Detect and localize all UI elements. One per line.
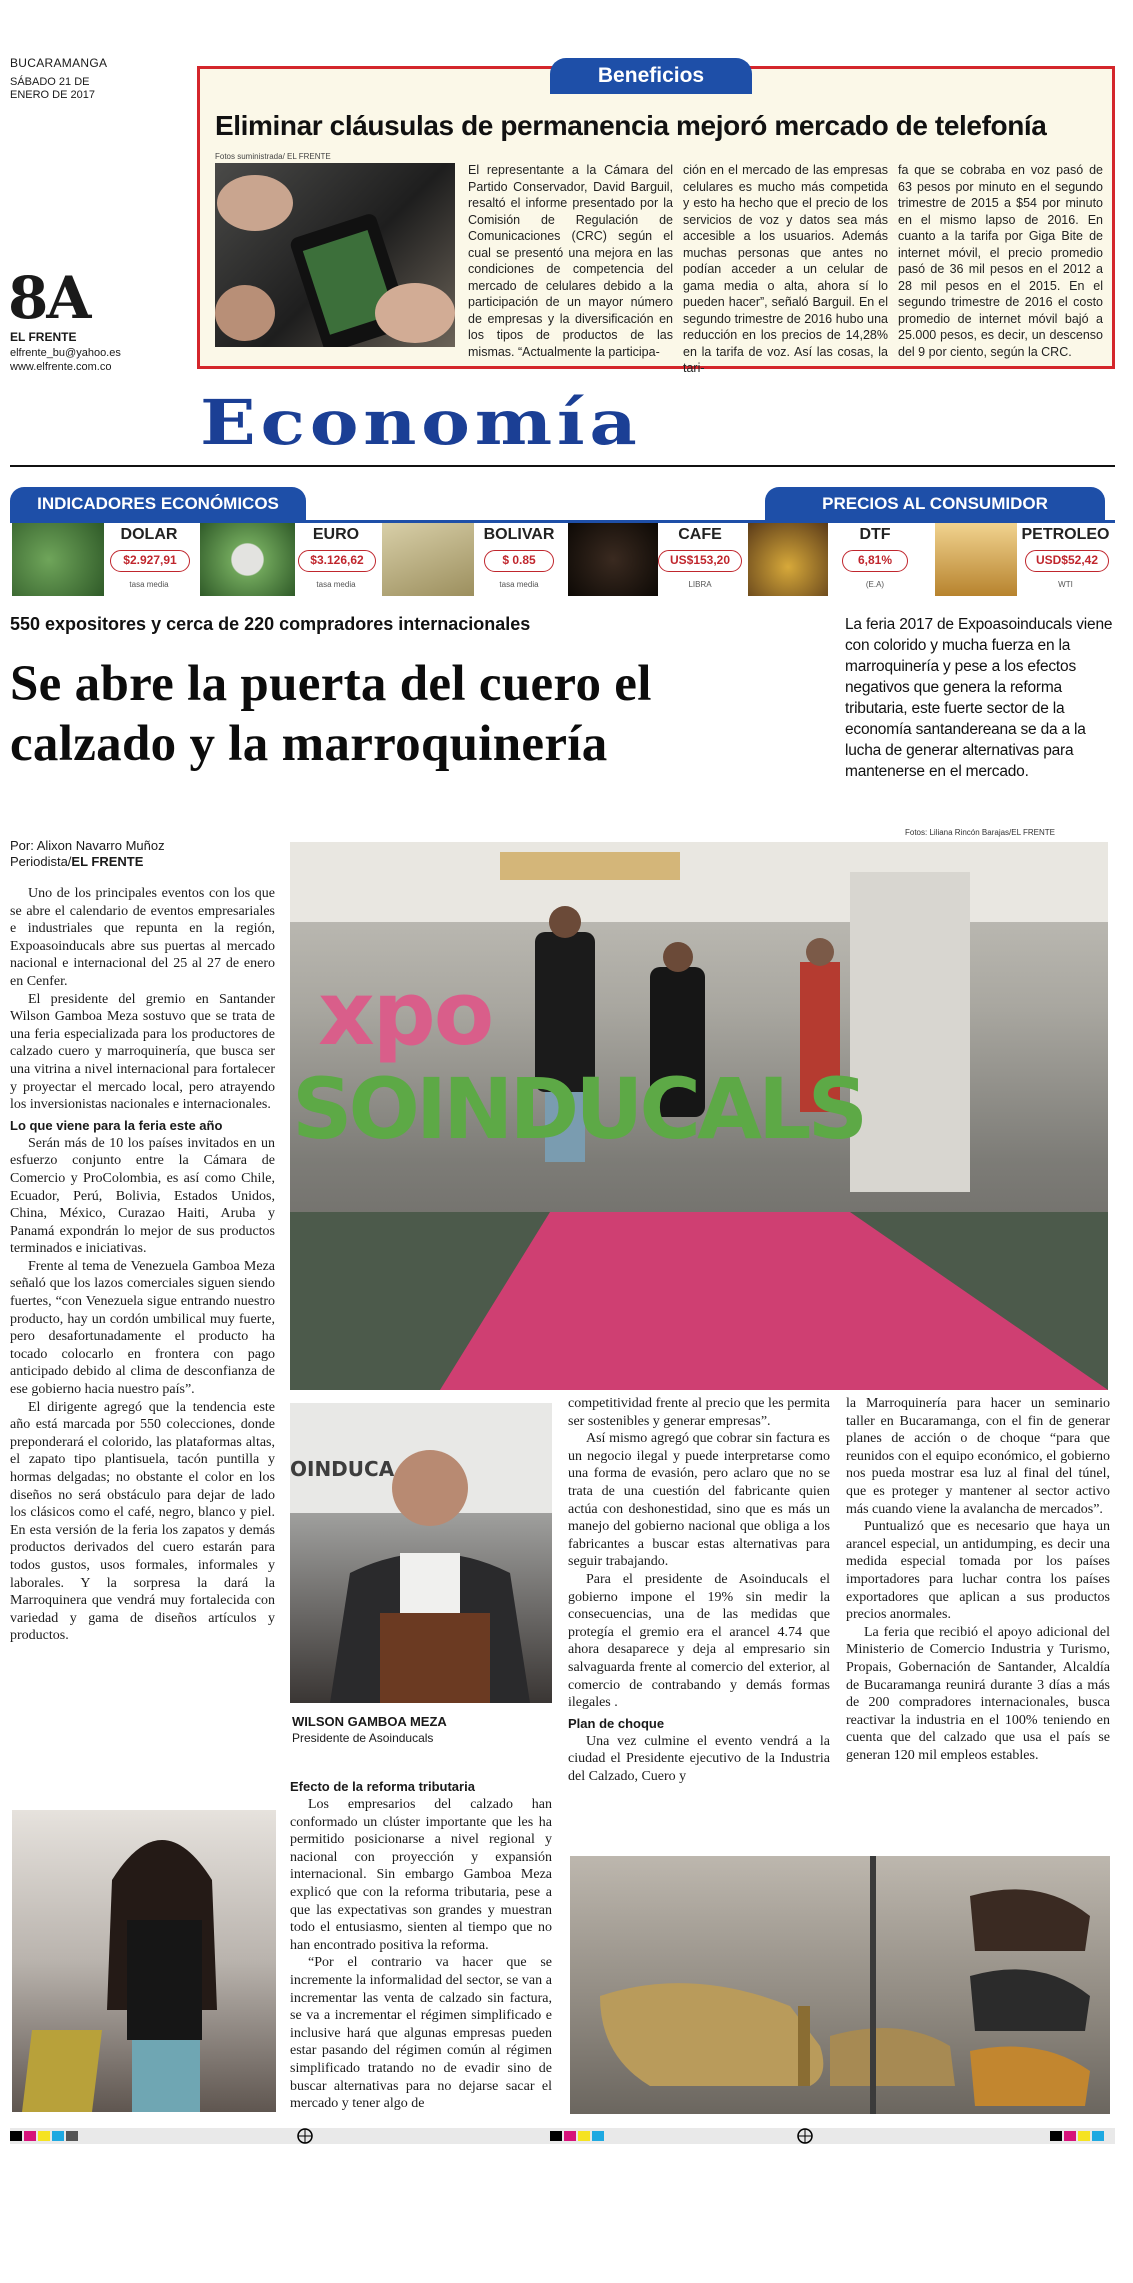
paragraph: Frente al tema de Venezuela Gamboa Meza señaló que los lazos comerciales siguen siendo fuertes, “con Venezuela sigue entrando nuestro producto, hay un cordón umbilical muy fuerte, pero desafortunadamente el producto ha tocado colocarlo en frontera con pago anticipado debido al clima de desconfianza de ese gobierno hacia nuestro país”.: [10, 1258, 275, 1398]
indicator-value-dtf: 6,81%: [842, 550, 908, 572]
coffee-beans-image: [568, 523, 658, 596]
asoinducals-sign-text: SOINDUCALS: [292, 1060, 865, 1158]
article-headline: Se abre la puerta del cuero el calzado y la marroquinería: [10, 656, 652, 772]
subhead-feria: Lo que viene para la feria este año: [10, 1117, 223, 1133]
indicator-label-dolar: DOLAR: [120, 526, 178, 543]
indicator-label-dtf: DTF: [859, 526, 891, 543]
oil-pump-image: [935, 523, 1017, 596]
indicator-value-euro: $3.126,62: [298, 550, 376, 572]
shoes-scene: [570, 1856, 1110, 2114]
article-column-4: [846, 1395, 1110, 1764]
benefits-column-3: fa que se cobraba en voz pasó de 63 pesos por minuto en el segundo trimestre de 2015 a $54 por minuto en el mismo lapso de 2016. En cuanto a la tarifa por Giga Bite de internet móvil, el precio promedio pasó de 36 mil pesos en el 2012 a 28 mil pesos en el 2015. En el segundo trimestre de 2016 el costo promedio de internet móvil bajó a 25.000 pesos, es decir, un descenso del 9 por ciento, según la CRC.: [898, 163, 1103, 359]
paragraph: Serán más de 10 los países invitados en un esfuerzo conjunto entre la Cámara de Comercio y ProColombia, es así como Chile, Ecuador, Perú, Bolivia, Estados Unidos, China, México, Curazao Haiti, Aruba y Panamá expondrán lo mejor de sus productos terminados e iniciativas.: [10, 1135, 275, 1257]
indicator-value-bolivar: $ 0.85: [484, 550, 554, 572]
expo-sign-text: xpo: [318, 962, 493, 1065]
speaker-scene: [290, 1403, 552, 1703]
euro-coin-image: [200, 523, 295, 596]
article-column-1: [10, 885, 275, 1645]
consumer-prices-header: PRECIOS AL CONSUMIDOR: [765, 487, 1105, 521]
byline-author: Por: Alixon Navarro Muñoz: [10, 838, 165, 853]
paragraph: Para el presidente de Asoinducals el gobierno impone el 19% sin medir la consecuencias, una de las medidas que protegía el gremio era el arancel 4.74 que ahora desaparece y deja al empresario sin salvaguarda frente al comercio del exterior, al comercio de contrabando y demás formas ilegales .: [568, 1571, 830, 1711]
paragraph: competitividad frente al precio que les permita ser sostenibles y generar empresas”.: [568, 1396, 830, 1429]
paragraph: El dirigente agregó que la tendencia este año está marcada por 550 colecciones, donde preponderará el colorido, las plataformas altas, el zapato tipo plantisuela, tacón puntilla y hormas delgadas; no obstante el color en los diseños no será obstáculo para dejar de lado los clásicos como el café, negro, blanco y piel. En esta versión de la feria los zapatos y demás productos derivados del cuero estarán para todos gustos, usos formales, informales y laborales. Y la sorpresa la dará la Marroquinera que vendrá muy fortalecida con variedad y gama de diseños artículos y productos.: [10, 1399, 275, 1644]
gold-coins-image: [748, 523, 828, 596]
paper-name: EL FRENTE: [10, 330, 77, 344]
byline: [10, 838, 165, 870]
indicator-label-cafe: CAFE: [678, 526, 722, 543]
indicator-value-cafe: US$153,20: [658, 550, 742, 572]
paragraph: El presidente del gremio en Santander Wilson Gamboa Meza sostuvo que se trata de una feria especializada para los productores de calzado cuero y marroquinería, que busca ser una vitrina a nivel internacional para fortalecer y proyectar el mercado local, pero atrayendo los inversionistas nacionales e internacionales.: [10, 991, 275, 1113]
paragraph: la Marroquinería para hacer un seminario taller en Bucaramanga, con el fin de generar planes de acción o de choque “para que reunidos con el equipo económico, el gobierno nos pueda mostrar esa luz al final del túnel, que es proteger y mantener al sector activo más cuando viene la avalancha de mercados”.: [846, 1396, 1110, 1517]
city-label: BUCARAMANGA: [10, 56, 108, 70]
indicator-caption-euro: tasa media: [316, 580, 356, 589]
caption-role: Presidente de Asoinducals: [292, 1731, 434, 1745]
indicator-label-petroleo: PETROLEO: [1021, 526, 1110, 543]
article-column-3: [568, 1395, 830, 1785]
indicator-caption-dolar: tasa media: [129, 580, 169, 589]
paragraph: “Por el contrario va hacer que se incremente la informalidad del sector, se van a incrementar las venta de calzado sin factura, se va a incrementar el régimen simplificado e inclusive hará que algunas empresas pueden estar pasando del régimen común al régimen simplificado tratando no de evadir sino de buscar alternativas para no dejarse sacar el mercado y tener algo de: [290, 1955, 552, 2112]
section-rule: [10, 465, 1115, 467]
speaker-photo: [290, 1403, 552, 1703]
byline-role-line: [10, 854, 165, 870]
article-kicker: 550 expositores y cerca de 220 compradores internacionales: [10, 614, 531, 634]
speaker-sign-text: OINDUCA: [290, 1457, 395, 1481]
phone-hands-illustration: [215, 163, 455, 347]
subhead-reforma: Efecto de la reforma tributaria: [290, 1779, 475, 1794]
bolivar-notes-image: [382, 523, 474, 596]
caption-name: WILSON GAMBOA MEZA: [292, 1714, 447, 1729]
indicator-caption-cafe: LIBRA: [688, 580, 712, 589]
paragraph: Una vez culmine el evento vendrá a la ciudad el Presidente ejecutivo de la Industria del Calzado, Cuero y: [568, 1733, 830, 1784]
paragraph: La feria que recibió el apoyo adicional del Ministerio de Comercio Industria y Turismo, Propais, Gobernación de Santander, Alcaldía de Bucaramanga reunirá durante 3 días a más de 200 compradores internacionales, busca reactivar la industria en el 100% teniendo en cuenta que del calzado que usa el país se generan 120 mil empleos estables.: [846, 1624, 1110, 1763]
byline-role: Periodista/: [10, 854, 72, 869]
phone-photo: [215, 163, 455, 347]
paper-website: www.elfrente.com.co: [10, 361, 112, 373]
indicator-caption-petroleo: WTI: [1058, 580, 1073, 589]
indicator-label-euro: EURO: [312, 526, 360, 543]
byline-paper: EL FRENTE: [71, 854, 144, 869]
model-with-bag-photo: [12, 1810, 276, 2112]
indicators-header: INDICADORES ECONÓMICOS: [10, 487, 306, 521]
indicator-label-bolivar: BOLIVAR: [483, 526, 555, 543]
shoes-display-photo: [570, 1856, 1110, 2114]
printer-registration-bar: [10, 2128, 1115, 2144]
indicator-value-dolar: $2.927,91: [110, 550, 190, 572]
benefits-column-1: El representante a la Cámara del Partido Conservador, David Barguil, resaltó el informe presentado por la Comisión de Regulación de Comunicaciones (CRC) según el cual se presentó una mejora en las condiciones de competencia del mercado de celulares debido a la participación de un mayor número de empresas y la diversificación en los tipos de productos de las mismas. “Actualmente la participa-: [468, 163, 673, 359]
indicator-caption-bolivar: tasa media: [499, 580, 539, 589]
subhead-plan: Plan de choque: [568, 1715, 665, 1731]
benefits-column-2: ción en el mercado de las empresas celulares es mucho más competida y esto ha hecho que el precio de los servicios de voz y datos sea más accesible a los usuarios. Además muchas personas que antes no podían acceder a un celular de gama media o alta, ahora sí lo pueden hacer”, señaló Barguil. En el segundo trimestre de 2016 hubo una reducción en los precios de 14,28% en la tarifa de voz. Así las cosas, la tari-: [683, 163, 888, 375]
benefits-tab: Beneficios: [550, 58, 752, 94]
benefits-photo-credit: Fotos suministrada/ EL FRENTE: [215, 152, 331, 161]
paragraph: Los empresarios del calzado han conformado un clúster importante que les ha permitido posicionarse a nivel regional y nacional con proyección y expansión internacional. Sin embargo Gamboa Meza explicó que con la reforma tributaria, pese a que las expectativas son grandes y muestran todo el entusiasmo, sienten al tiempo que no han encontrado positiva la reforma.: [290, 1797, 552, 1953]
fashion-runway-photo: [290, 842, 1108, 1390]
article-summary: La feria 2017 de Expoasoinducals viene con colorido y mucha fuerza en la marroquinería y pese a los efectos negativos que genera la reforma tributaria, este fuerte sector de la economía santandereana se da a la lucha de generar alternativas para mantenerse en el mercado.: [845, 616, 1113, 780]
paragraph: Así mismo agregó que cobrar sin factura es un negocio ilegal y puede interpretarse como una forma de evasión, pero aclaro que no se trata de una cuestión del fabricante quien actúa con deshonestidad, sino que es más un manejo del gobierno nacional que obliga a los fabricantes a buscar estas alternativas para seguir trabajando.: [568, 1431, 830, 1570]
page-number: 8A: [8, 264, 90, 332]
model-scene: [12, 1810, 276, 2112]
paper-email: elfrente_bu@yahoo.es: [10, 347, 121, 359]
indicator-caption-dtf: (E.A): [865, 580, 885, 589]
benefits-title: Eliminar cláusulas de permanencia mejoró mercado de telefonía: [215, 110, 1047, 141]
dollar-image: [12, 523, 104, 596]
article-column-2: [290, 1775, 552, 2113]
section-title: Economía: [200, 386, 642, 459]
paragraph: Puntualizó que es necesario que haya un arancel especial, un antidumping, es decir una medida especial tomada por los países importadores para luchar contra los países exportadores que aplican a sus productos precios anormales.: [846, 1519, 1110, 1623]
paragraph: Uno de los principales eventos con los que se abre el calendario de eventos empresariales e industriales que repunta en la región, Expoasoinducals abre sus puertas al mercado nacional e internacional del 25 al 27 de enero en Cenfer.: [10, 886, 275, 989]
photo-credit: Fotos: Liliana Rincón Barajas/EL FRENTE: [905, 828, 1055, 837]
issue-date: SÁBADO 21 DE ENERO DE 2017: [10, 76, 95, 101]
indicator-value-petroleo: USD$52,42: [1025, 550, 1109, 572]
